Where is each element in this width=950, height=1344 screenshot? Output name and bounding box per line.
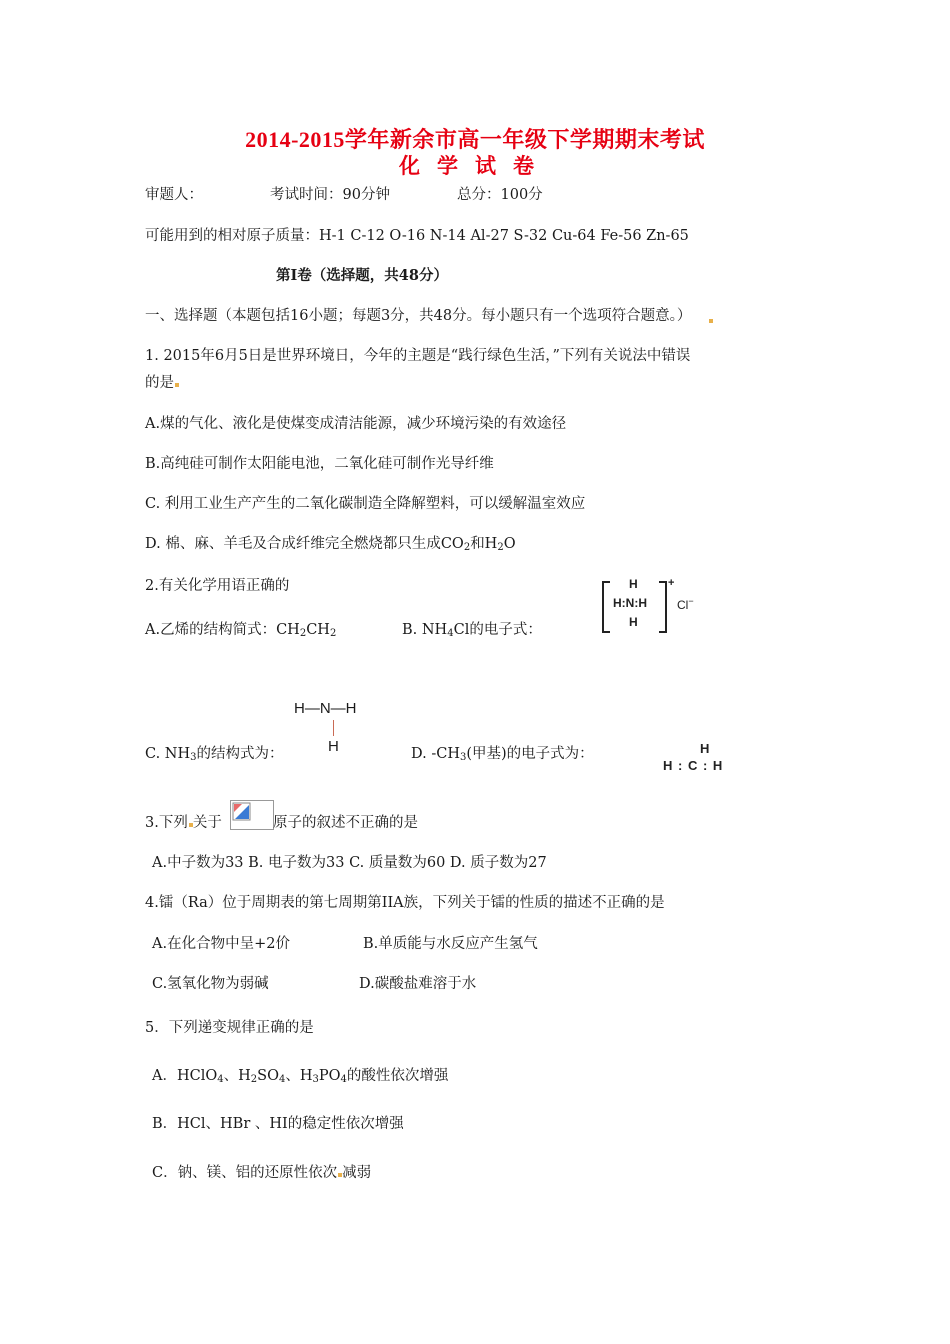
h-bottom: H [629, 615, 638, 629]
h-top: H [629, 577, 638, 591]
q3-stem: 3.下列 关于 [145, 815, 222, 831]
section-instruction: 一、选择题（本题包括16小题；每题3分，共48分。每小题只有一个选项符合题意。） [145, 308, 692, 324]
q5-option-a: A．HClO$_4$、$H_2SO_4$、$H_3PO_4$的酸性依次增强 [152, 1068, 449, 1085]
q4-stem: 4.镭（Ra）位于周期表的第七周期第IIA族，下列关于镭的性质的描述不正确的是 [145, 895, 665, 911]
ch3-h-c-h: H : C : H [663, 758, 724, 773]
q2-option-a: A.乙烯的结构简式：$CH_2CH_2$ [145, 622, 337, 639]
total-score: 总分：100分 [457, 187, 543, 203]
h-n-h: H:N:H [613, 596, 647, 610]
q1-option-c: C. 利用工业生产产生的二氧化碳制造全降解塑料，可以缓解温室效应 [145, 496, 586, 512]
q2-option-c: C. $NH_3$的结构式为： [145, 746, 284, 763]
q2-option-b: B. $NH_4Cl$的电子式： [402, 622, 542, 639]
q1-stem-line2: 的是 [145, 373, 179, 393]
volume-title: 第I卷（选择题，共48分） [276, 267, 448, 284]
document-title: 2014-2015学年新余市高一年级下学期期末考试 [245, 127, 705, 152]
left-bracket [602, 581, 610, 633]
document-subtitle: 化学试卷 [399, 154, 551, 178]
q5-option-c: C．钠、镁、铝的还原性依次 减弱 [152, 1165, 372, 1181]
q1-option-d: D. 棉、麻、羊毛及合成纤维完全燃烧都只生成$CO_2$和$H_2O$ [145, 536, 516, 553]
q3-stem-suffix: 原子的叙述不正确的是 [273, 815, 418, 831]
right-bracket [659, 581, 667, 633]
atomic-masses: 可能用到的相对原子质量：H-1 C-12 O-16 N-14 Al-27 S-32 Cu-64 Fe-56 Zn-65 [145, 228, 689, 244]
q1-option-a: A.煤的气化、液化是使煤变成清洁能源，减少环境污染的有效途径 [145, 416, 567, 432]
exam-time: 考试时间：90分钟 [270, 187, 390, 203]
q4-option-a: A.在化合物中呈+2价 [152, 936, 290, 952]
q4-option-d: D.碳酸盐难溶于水 [359, 976, 477, 992]
q1-option-b: B.高纯硅可制作太阳能电池，二氧化硅可制作光导纤维 [145, 456, 494, 472]
edit-mark [175, 383, 179, 387]
q4-option-b: B.单质能与水反应产生氢气 [363, 936, 538, 952]
q2-stem: 2.有关化学用语正确的 [145, 578, 290, 594]
broken-image-icon [230, 800, 274, 830]
q1-stem-line1: 1. 2015年6月5日是世界环境日，今年的主题是“践行绿色生活，”下列有关说法中错误 [145, 348, 691, 364]
nh3-structure-bottom: H [328, 738, 339, 755]
nh3-bond-line [333, 720, 334, 736]
charge: + [668, 577, 675, 589]
q3-options: A.中子数为33 B. 电子数为33 C. 质量数为60 D. 质子数为27 [152, 855, 547, 871]
q4-option-c: C.氢氧化物为弱碱 [152, 976, 269, 992]
edit-mark [709, 319, 713, 323]
q5-stem: 5．下列递变规律正确的是 [145, 1020, 314, 1036]
nh4cl-electron-formula [602, 577, 694, 633]
chloride: Cl− [677, 596, 694, 612]
ch3-h-top: H [700, 741, 710, 756]
nh3-structure-top: H—N—H [294, 700, 357, 717]
q5-option-b: B．HCl、HBr 、HI的稳定性依次增强 [152, 1116, 404, 1132]
reviewer-label: 审题人： [145, 187, 203, 203]
q2-option-d: D. $-CH_3$(甲基)的电子式为： [411, 746, 594, 763]
